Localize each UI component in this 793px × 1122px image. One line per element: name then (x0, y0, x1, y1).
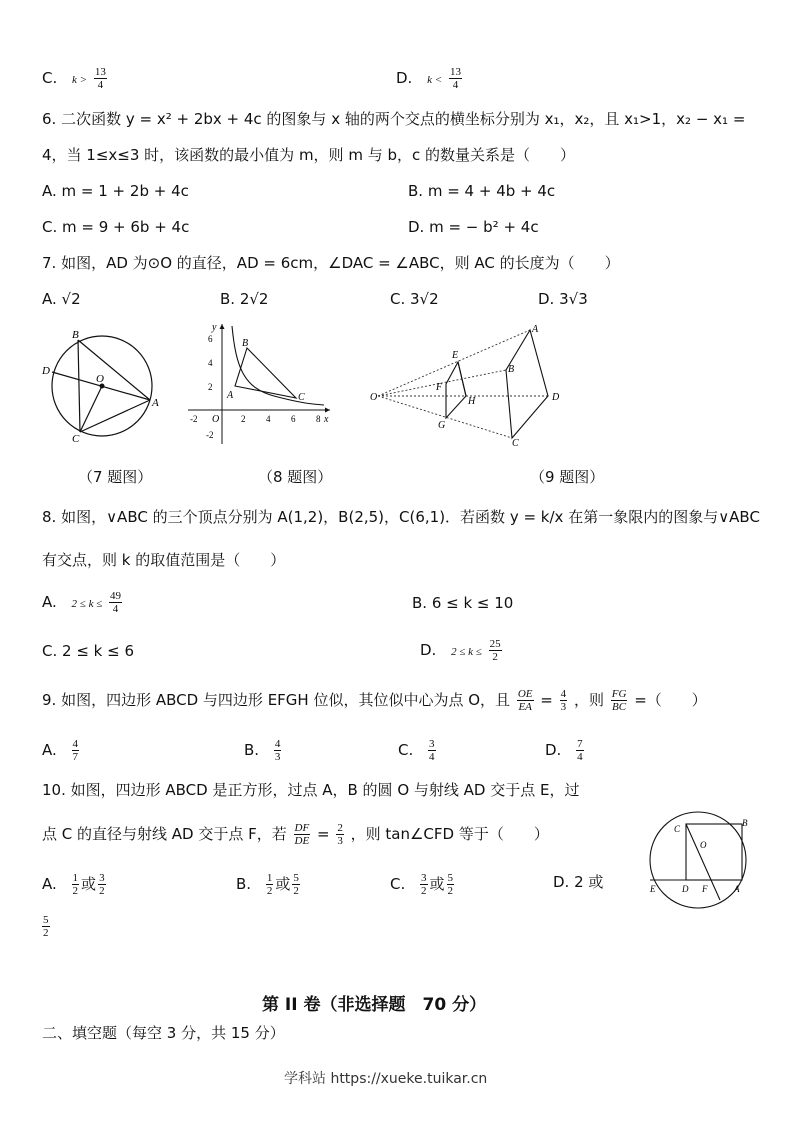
fig8-tick-x4: 4 (266, 414, 271, 424)
fig9-label-o: O (370, 392, 378, 403)
fig7-label-d: D (42, 365, 50, 377)
fig8-axis-x: x (324, 414, 329, 425)
fig8-tick-yneg2: -2 (206, 430, 214, 440)
fig9-label-b: B (508, 364, 515, 375)
fig8-axis-y: y (212, 322, 217, 333)
q10-option-b: B. $\frac{1}{2}$ 或 $\frac{5}{2}$ (236, 872, 299, 897)
fig8-tick-x8: 8 (316, 414, 321, 424)
fig8-label-a: A (227, 390, 234, 401)
fig7-label-c: C (72, 433, 80, 445)
fig8-tick-y6: 6 (208, 334, 213, 344)
fig9-label-h: H (468, 396, 476, 407)
q10-option-d: D. 2 或 (553, 873, 604, 891)
q10-option-c: C. $\frac{3}{2}$ 或 $\frac{5}{2}$ (390, 872, 454, 897)
q10-stem-line1: 10. 如图，四边形 ABCD 是正方形，过点 A，B 的圆 O 与射线 AD 交于点 E，过 (42, 781, 580, 799)
fig10-label-f: F (702, 884, 708, 894)
footer-watermark: 学科站 https://xueke.tuikar.cn (284, 1071, 488, 1087)
q6-option-c: C. m = 9 + 6b + 4c (42, 218, 190, 236)
caption-q9: （9 题图） (530, 468, 605, 486)
figure-q8 (184, 318, 334, 452)
q10-stem-line2: 点 C 的直径与射线 AD 交于点 F，若 $\frac{DF}{DE}$ = $\frac{2}{3}$ ，则 tan∠CFD 等于（ ） (42, 822, 549, 847)
q6-stem-line2: 4，当 1≤x≤3 时，该函数的最小值为 m，则 m 与 b，c 的数量关系是（ ） (42, 146, 576, 164)
caption-q8: （8 题图） (258, 468, 333, 486)
fig9-label-g: G (438, 420, 446, 431)
q8-option-b: B. 6 ≤ k ≤ 10 (412, 594, 514, 612)
q8-option-a: A. 2 ≤ k ≤ $\frac{49}{4}$ (42, 590, 122, 615)
q7-stem: 7. 如图，AD 为⊙O 的直径，AD = 6cm，∠DAC = ∠ABC，则 AC 的长度为（ ） (42, 254, 620, 272)
q10-option-a: A. $\frac{1}{2}$ 或 $\frac{3}{2}$ (42, 872, 105, 897)
fig10-label-e: E (650, 884, 656, 894)
fig8-label-b: B (242, 338, 249, 349)
fig9-label-a: A (532, 324, 539, 335)
q9-option-c: C. $\frac{3}{4}$ (398, 738, 435, 763)
section-title: 第 II 卷（非选择题 70 分） (262, 995, 487, 1015)
q6-option-d: D. m = − b² + 4c (408, 218, 539, 236)
fill-in-heading: 二、填空题（每空 3 分，共 15 分） (42, 1024, 285, 1042)
fig9-label-e: E (452, 350, 459, 361)
fig10-label-d: D (682, 884, 689, 894)
q7-option-c: C. 3√2 (390, 290, 439, 308)
fig10-label-o: O (700, 840, 707, 850)
fig8-tick-y2: 2 (208, 382, 213, 392)
fig9-label-d: D (552, 392, 560, 403)
q9-option-d: D. $\frac{7}{4}$ (545, 738, 583, 763)
figure-q9 (366, 324, 566, 452)
fig10-label-c: C (674, 824, 681, 834)
q8-option-d: D. 2 ≤ k ≤ $\frac{25}{2}$ (420, 638, 501, 663)
fig7-label-b: B (72, 329, 79, 341)
q6-option-b: B. m = 4 + 4b + 4c (408, 182, 556, 200)
fig8-tick-xneg2: -2 (190, 414, 198, 424)
q5-option-c: C. k > $\frac{13}{4}$ (42, 66, 106, 91)
q8-stem-line2: 有交点，则 k 的取值范围是（ ） (42, 551, 286, 569)
fig8-tick-x2: 2 (241, 414, 246, 424)
q6-option-a: A. m = 1 + 2b + 4c (42, 182, 189, 200)
q10-option-d-fraction: $\frac{5}{2}$ (43, 914, 49, 939)
q7-option-b: B. 2√2 (220, 290, 269, 308)
fig7-label-o: O (96, 373, 104, 385)
caption-q7: （7 题图） (78, 468, 153, 486)
fig9-label-c: C (512, 438, 519, 449)
q6-stem-line1: 6. 二次函数 y = x² + 2bx + 4c 的图象与 x 轴的两个交点的横坐标分别为 x₁，x₂，且 x₁>1，x₂ − x₁ = (42, 110, 746, 128)
q9-option-b: B. $\frac{4}{3}$ (244, 738, 281, 763)
fig8-origin: O (212, 414, 220, 425)
fig10-label-b: B (742, 818, 748, 828)
q9-option-a: A. $\frac{4}{7}$ (42, 738, 79, 763)
figure-q10 (648, 812, 748, 914)
q8-option-c: C. 2 ≤ k ≤ 6 (42, 642, 134, 660)
q7-option-a: A. √2 (42, 290, 81, 308)
fig8-tick-y4: 4 (208, 358, 213, 368)
figure-q7 (38, 328, 168, 448)
fig9-label-f: F (436, 382, 443, 393)
fig10-label-a: A (734, 884, 740, 894)
q7-option-d: D. 3√3 (538, 290, 588, 308)
q8-stem-line1: 8. 如图，∨ABC 的三个顶点分别为 A(1,2)，B(2,5)，C(6,1)．若函数 y = k/x 在第一象限内的图象与∨ABC (42, 508, 760, 526)
fig8-label-c: C (298, 392, 305, 403)
q9-stem: 9. 如图，四边形 ABCD 与四边形 EFGH 位似，其位似中心为点 O，且 $\frac{OE}{EA}$ = $\frac{4}{3}$ ，则 $\frac{FG}{BC}$ =（ ） (42, 688, 707, 713)
fig8-tick-x6: 6 (291, 414, 296, 424)
q5-option-d: D. k < $\frac{13}{4}$ (396, 66, 461, 91)
fig7-label-a: A (152, 397, 159, 409)
